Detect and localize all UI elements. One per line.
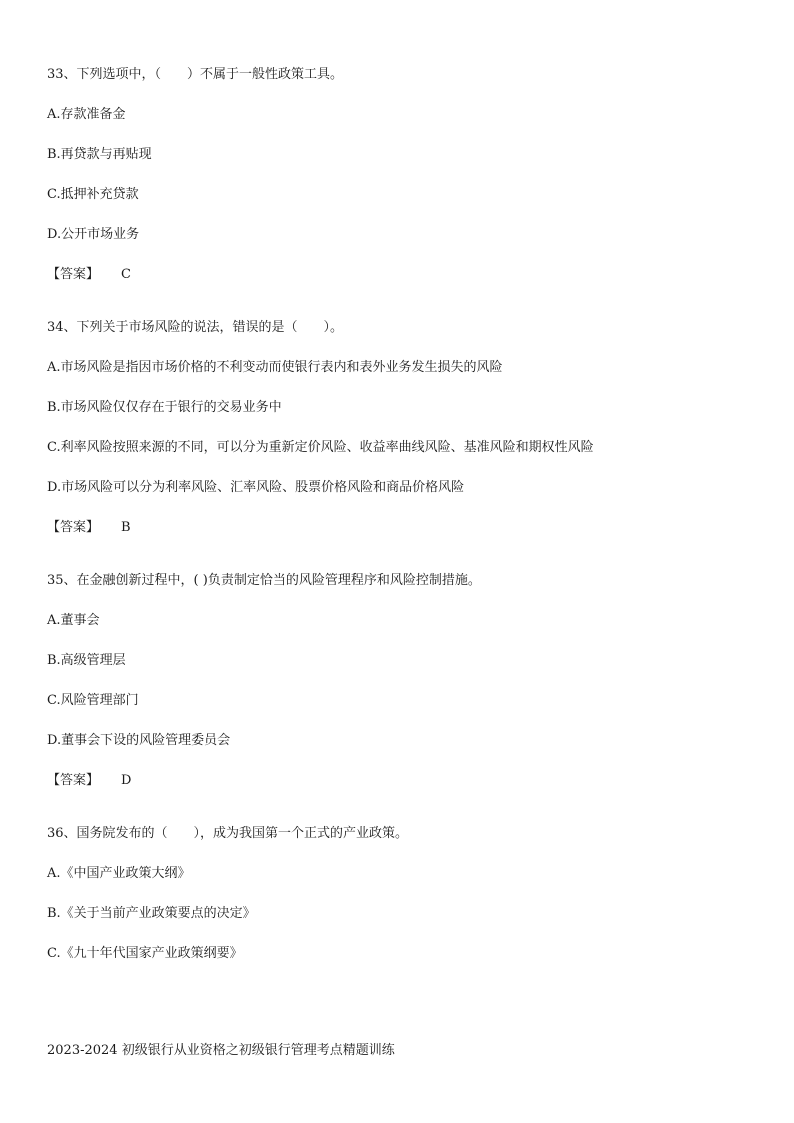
question-33-option-c: C.抵押补充贷款 — [47, 187, 139, 202]
question-33-stem: 33、下列选项中，（ ）不属于一般性政策工具。 — [47, 67, 344, 82]
question-34-option-b: B.市场风险仅仅存在于银行的交易业务中 — [47, 400, 282, 415]
question-35-option-b: B.高级管理层 — [47, 653, 126, 668]
question-33-answer — [47, 267, 131, 283]
question-34-answer — [47, 520, 131, 536]
question-34-option-a: A.市场风险是指因市场价格的不利变动而使银行表内和表外业务发生损失的风险 — [47, 360, 503, 375]
question-36-option-b: B.《关于当前产业政策要点的决定》 — [47, 906, 256, 921]
question-35-answer — [47, 773, 131, 789]
page-footer: 2023-2024 初级银行从业资格之初级银行管理考点精题训练 — [47, 1043, 395, 1058]
question-33-option-b: B.再贷款与再贴现 — [47, 147, 152, 162]
answer-tag: 【答案】 — [47, 520, 100, 535]
answer-tag: 【答案】 — [47, 267, 100, 282]
answer-value: C — [121, 267, 131, 282]
question-36-option-c: C.《九十年代国家产业政策纲要》 — [47, 946, 243, 961]
question-35-option-d: D.董事会下设的风险管理委员会 — [47, 733, 231, 748]
question-35-option-a: A.董事会 — [47, 613, 100, 628]
question-36-option-a: A.《中国产业政策大纲》 — [47, 866, 191, 881]
question-36-stem: 36、国务院发布的（ ），成为我国第一个正式的产业政策。 — [47, 826, 409, 841]
question-34-option-d: D.市场风险可以分为利率风险、汇率风险、股票价格风险和商品价格风险 — [47, 480, 465, 495]
question-33-option-a: A.存款准备金 — [47, 107, 126, 122]
question-33-option-d: D.公开市场业务 — [47, 227, 140, 242]
answer-tag: 【答案】 — [47, 773, 100, 788]
question-34-option-c: C.利率风险按照来源的不同，可以分为重新定价风险、收益率曲线风险、基准风险和期权性风险 — [47, 440, 594, 455]
answer-value: B — [121, 520, 131, 535]
question-35-option-c: C.风险管理部门 — [47, 693, 139, 708]
answer-value: D — [121, 773, 132, 788]
question-35-stem: 35、在金融创新过程中，( )负责制定恰当的风险管理程序和风险控制措施。 — [47, 573, 481, 588]
question-34-stem: 34、下列关于市场风险的说法，错误的是（ ）。 — [47, 320, 344, 335]
